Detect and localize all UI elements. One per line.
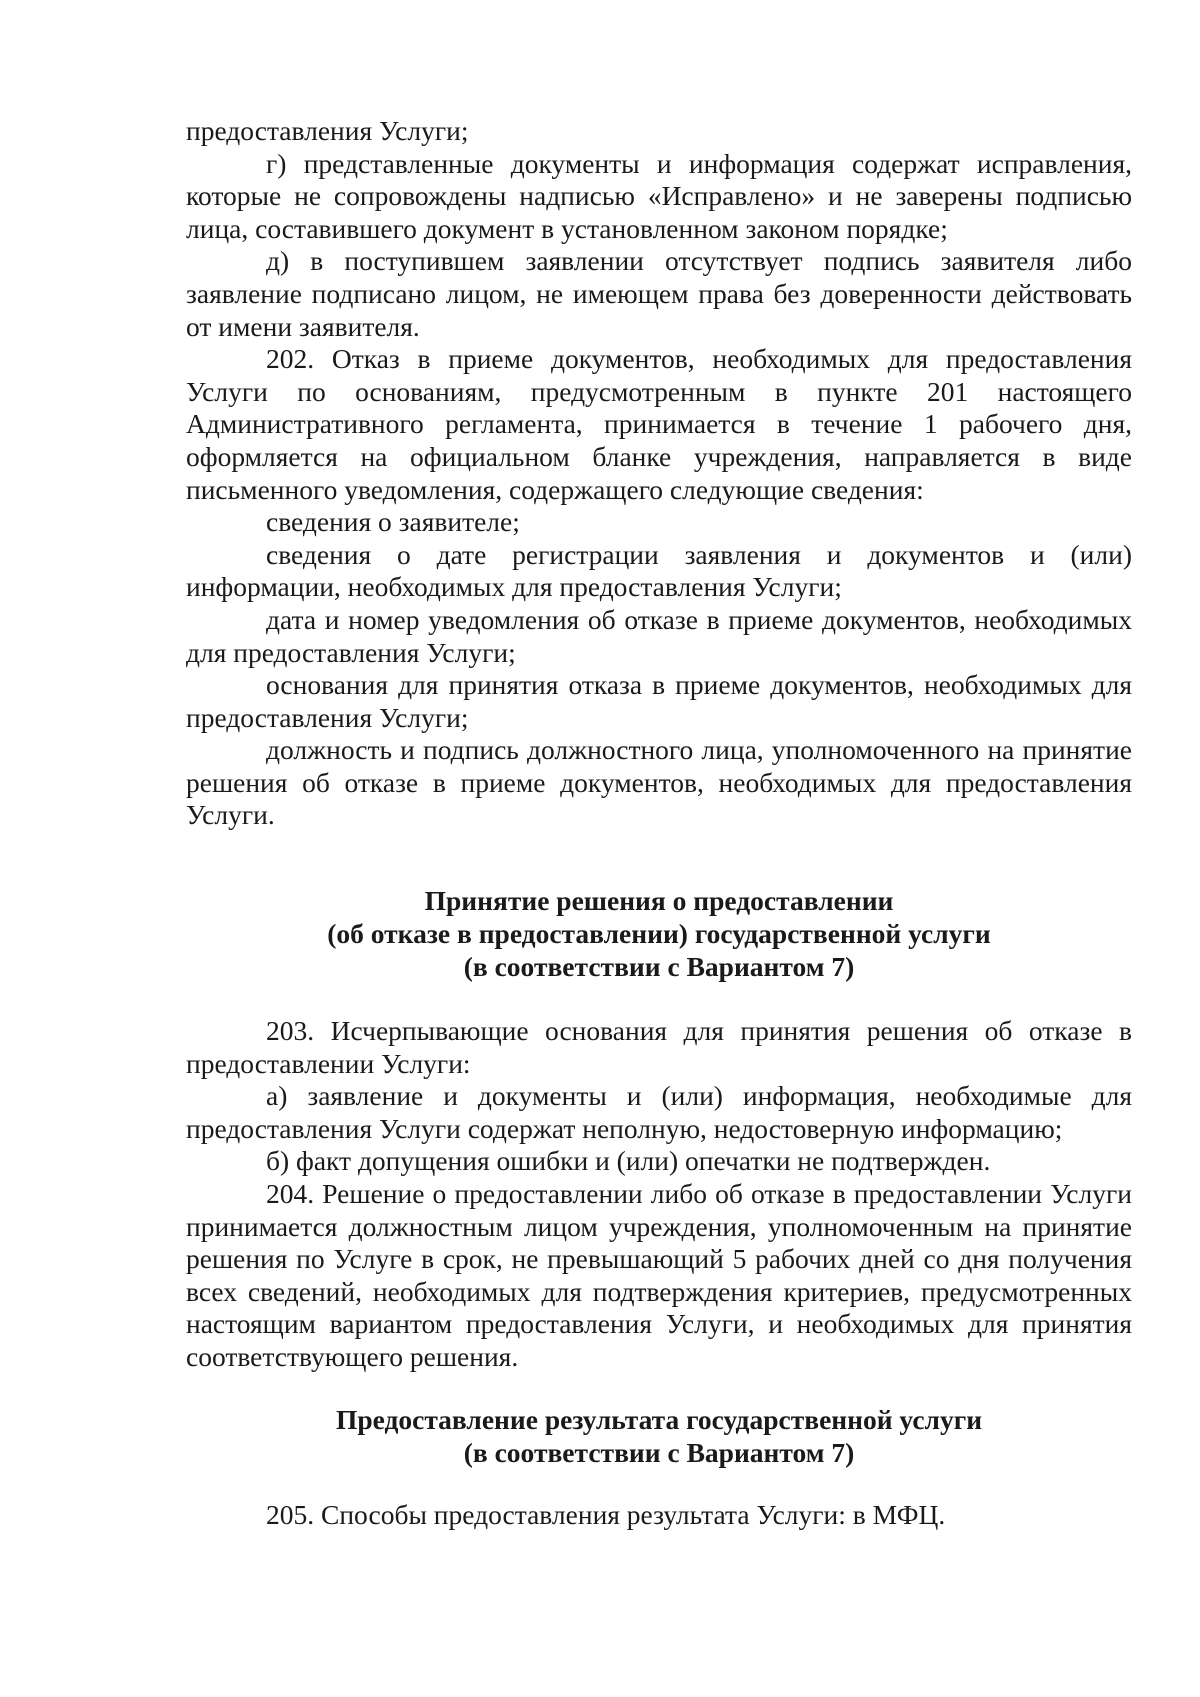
- paragraph-continuation: предоставления Услуги;: [186, 115, 469, 146]
- paragraph-notice-date-number: дата и номер уведомления об отказе в приеме документов, необходимых для предоставления Услуги;: [186, 603, 1132, 668]
- paragraph-item-b: б) факт допущения ошибки и (или) опечатки не подтвержден.: [266, 1145, 991, 1177]
- paragraph-item-g: г) представленные документы и информация содержат исправления, которые не сопровождены надписью «Исправлено» и не заверены подписью лица, составившего документ в установленном законом порядке;: [186, 147, 1132, 244]
- paragraph-registration-date-info: сведения о дате регистрации заявления и документов и (или) информации, необходимых для предоставления Услуги;: [186, 538, 1132, 603]
- heading-line: (об отказе в предоставлении) государственной услуги: [327, 918, 991, 949]
- paragraph-204: 204. Решение о предоставлении либо об отказе в предоставлении Услуги принимается должностным лицом учреждения, уполномоченным на принятие решения по Услуге в срок, не превышающий 5 рабочих дней со дня получения всех сведений, необходимых для подтверждения критериев, предусмотренных настоящим вариантом предоставления Услуги, и необходимых для принятия соответствующего решения.: [186, 1177, 1132, 1372]
- heading-line: (в соответствии с Вариантом 7): [463, 951, 855, 982]
- heading-line: Предоставление результата государственной услуги: [335, 1404, 983, 1435]
- heading-line: Принятие решения о предоставлении: [424, 885, 894, 916]
- section-heading-result: [186, 1403, 1132, 1469]
- paragraph-202: 202. Отказ в приеме документов, необходимых для предоставления Услуги по основаниям, предусмотренным в пункте 201 настоящего Административного регламента, принимается в течение 1 рабочего дня, оформляется на официальном бланке учреждения, направляется в виде письменного уведомления, содержащего следующие сведения:: [186, 343, 1132, 505]
- paragraph-203: 203. Исчерпывающие основания для принятия решения об отказе в предоставлении Услуги:: [186, 1015, 1132, 1079]
- section-heading-decision: [186, 884, 1132, 983]
- heading-line: (в соответствии с Вариантом 7): [463, 1437, 855, 1468]
- paragraph-205: 205. Способы предоставления результата Услуги: в МФЦ.: [266, 1499, 946, 1530]
- text-block-decision: [186, 1015, 1132, 1374]
- text-block-result: [186, 1499, 1132, 1532]
- paragraph-applicant-info: сведения о заявителе;: [266, 506, 520, 538]
- paragraph-refusal-grounds: основания для принятия отказа в приеме документов, необходимых для предоставления Услуги;: [186, 669, 1132, 733]
- text-block-refusal-grounds: [186, 115, 1132, 832]
- paragraph-official-position-signature: должность и подпись должностного лица, уполномоченного на принятие решения об отказе в приеме документов, необходимых для предоставления Услуги.: [186, 734, 1132, 831]
- paragraph-item-a: а) заявление и документы и (или) информация, необходимые для предоставления Услуги содержат неполную, недостоверную информацию;: [186, 1080, 1132, 1144]
- paragraph-item-d: д) в поступившем заявлении отсутствует подпись заявителя либо заявление подписано лицом, не имеющем права без доверенности действовать от имени заявителя.: [186, 245, 1132, 342]
